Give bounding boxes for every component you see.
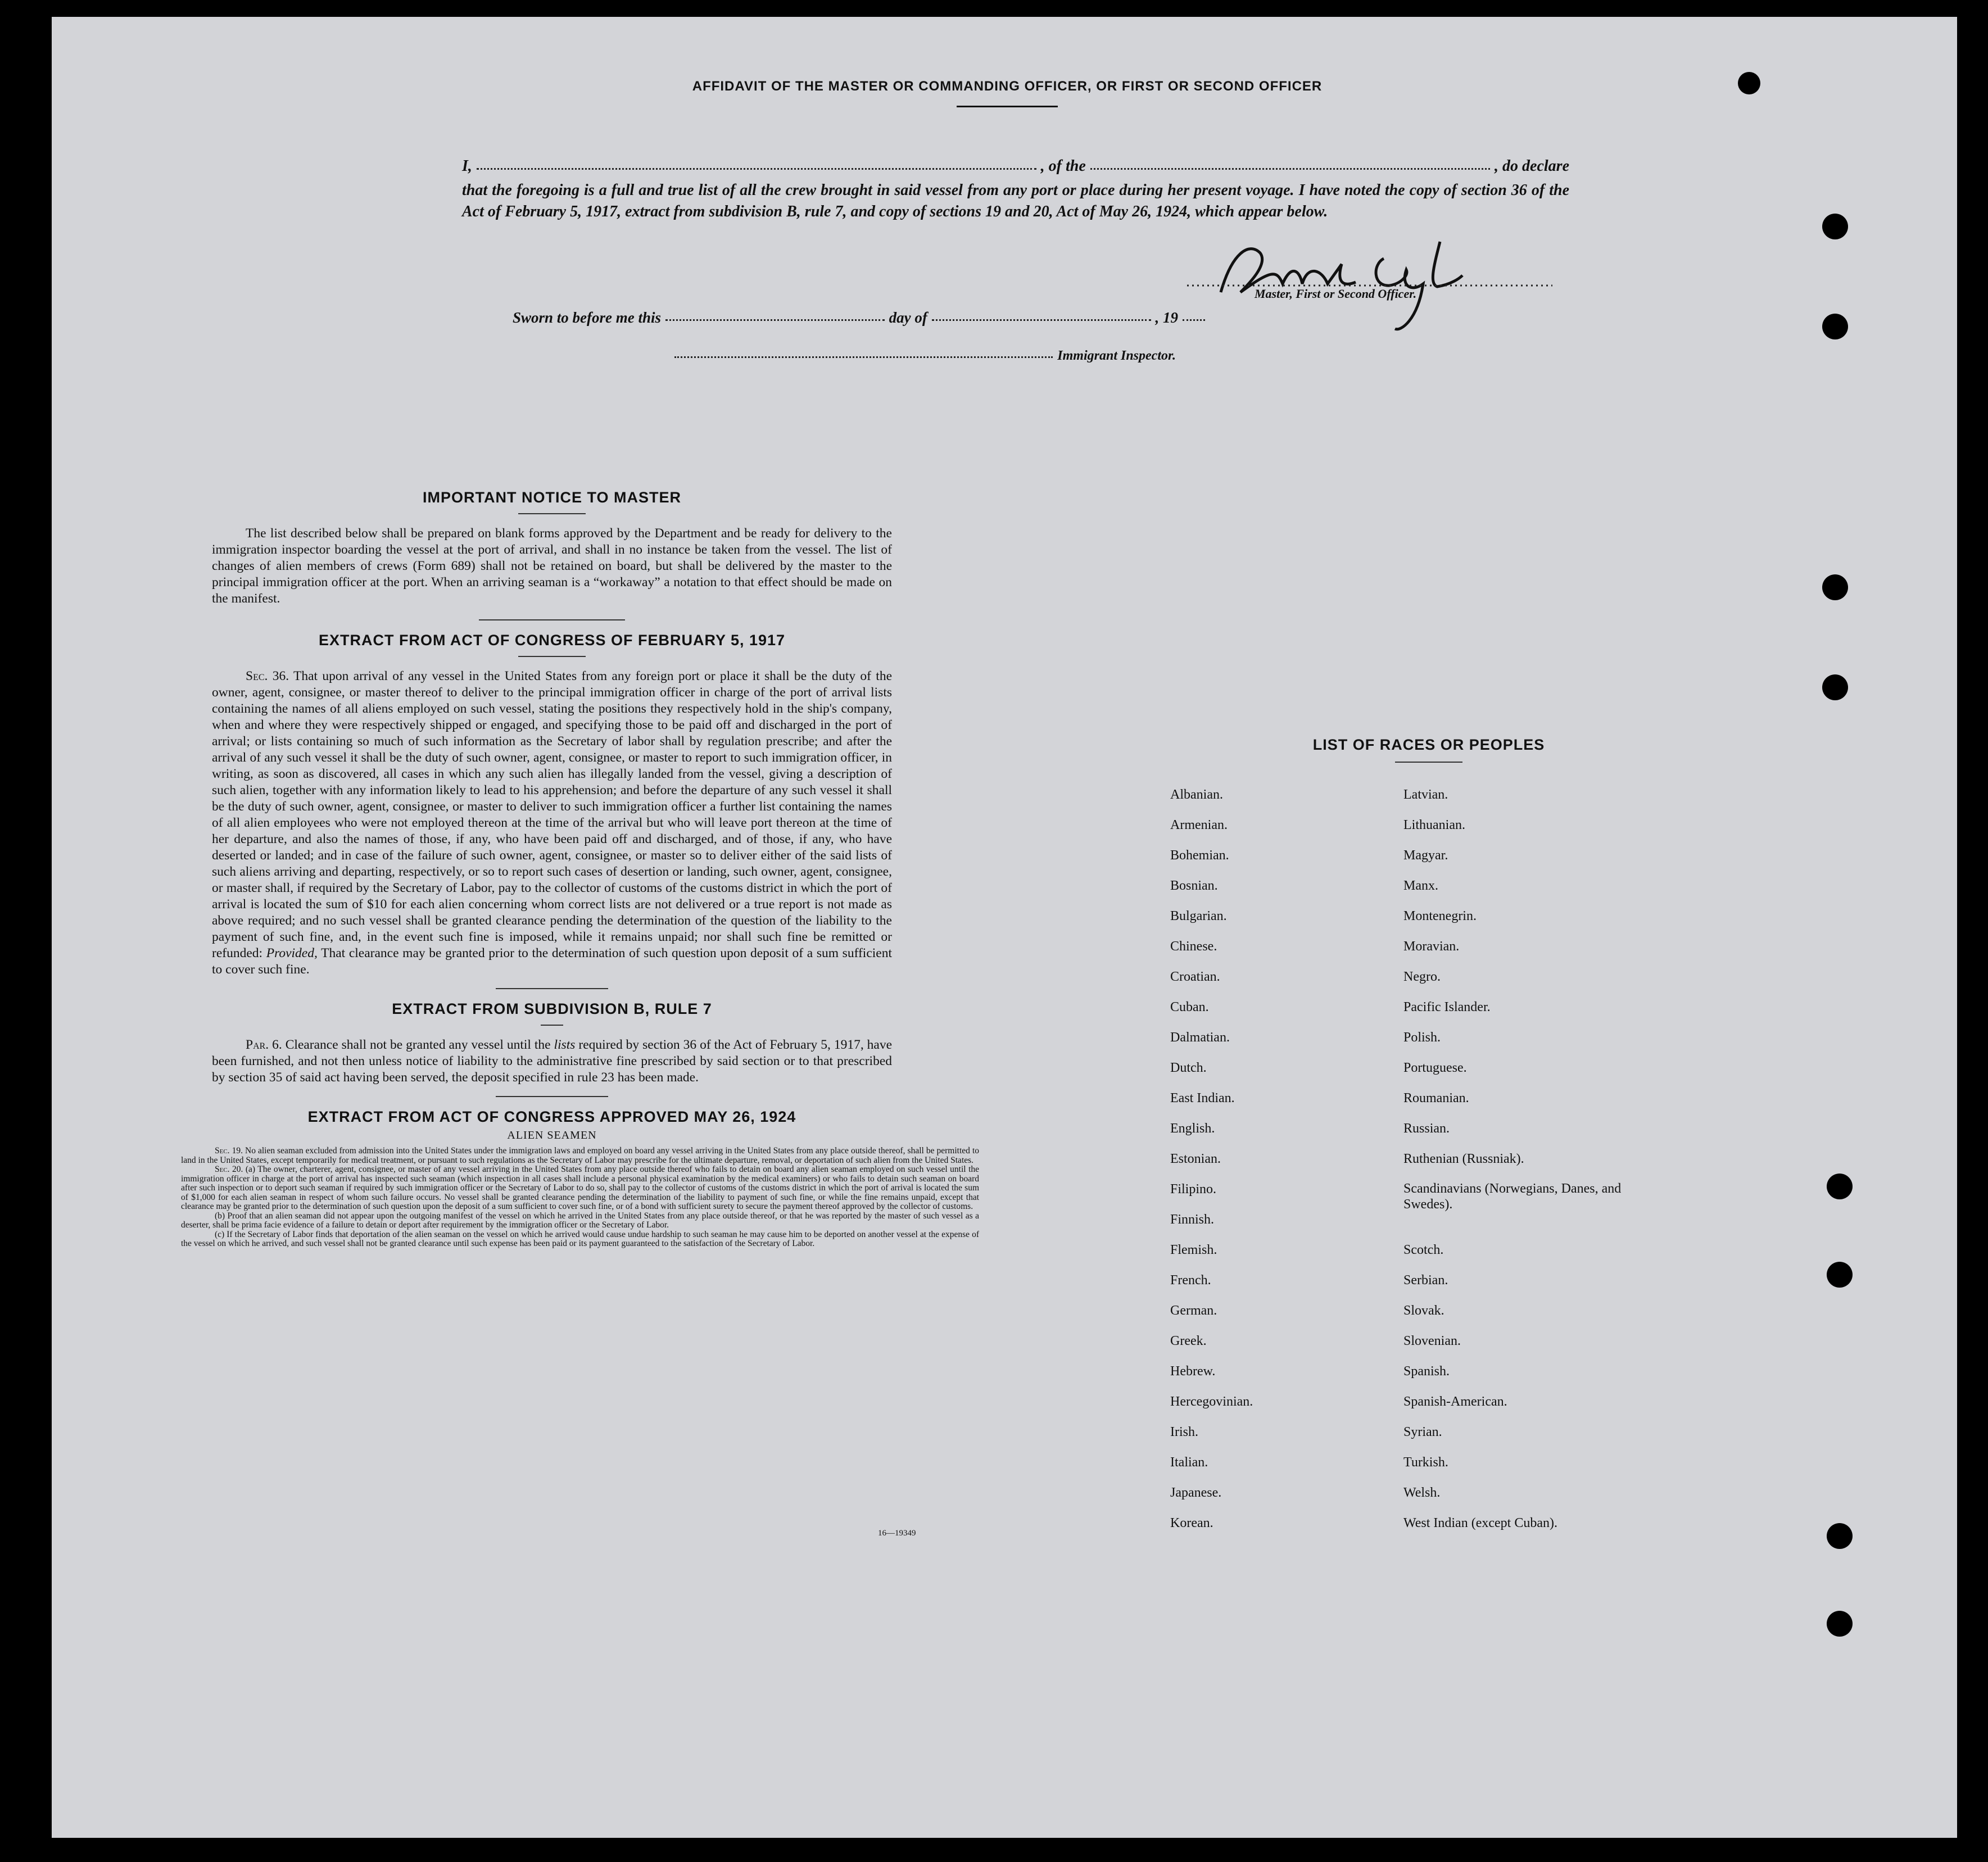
race-item: Bosnian. [1170,878,1218,893]
races-title: LIST OF RACES OR PEOPLES [1312,736,1545,753]
race-item: Manx. [1403,878,1438,893]
race-item: Dutch. [1170,1061,1207,1075]
race-item: Croatian. [1170,969,1220,984]
races-list [1170,780,1682,1538]
sworn-prefix: Sworn to before me this [513,309,662,326]
sworn-day-blank [665,319,885,321]
race-item: Pacific Islander. [1403,1000,1491,1014]
punch-hole [1822,574,1848,600]
race-item: Japanese. [1170,1485,1222,1500]
race-item: Flemish. [1170,1243,1217,1257]
sworn-year-label: , 19 [1155,309,1179,326]
decl-i-label: I, [462,157,472,175]
race-item: Italian. [1170,1455,1208,1470]
race-item: Finnish. [1170,1212,1215,1227]
sec-20c-text: (c) If the Secretary of Labor finds that deportation of the alien seaman on the vessel on which he arrived would cause undue hardship to such seaman he may cause him to be deported on another vessel at the expense of the vessel on which he arrived, and such vessel shall not be granted clearance until such expense has been paid or its payment guaranteed to the satisfaction of the Secretary of Labor. [181,1229,979,1248]
inspector-line [670,348,1176,364]
punch-hole [1822,674,1848,700]
race-item: Russian. [1403,1121,1450,1136]
handwritten-signature [1187,230,1558,332]
rule-7-text [212,1037,892,1086]
notice-title: IMPORTANT NOTICE TO MASTER [423,489,681,506]
race-item: Scandinavians (Norwegians, Danes, and Swedes). [1403,1181,1622,1212]
proviso-label: Provided, [266,946,318,961]
section-divider [1395,762,1462,763]
race-item: Syrian. [1403,1425,1442,1439]
race-item: Chinese. [1170,939,1217,954]
race-item: Slovenian. [1403,1334,1461,1348]
race-item: Bohemian. [1170,848,1229,863]
affidavit-title: AFFIDAVIT OF THE MASTER OR COMMANDING OFFICER, OR FIRST OR SECOND OFFICER [692,79,1323,94]
race-item: Filipino. [1170,1182,1217,1197]
sec-19-text [181,1147,979,1165]
declaration-fill-line [462,157,1569,175]
sec-20b-text: (b) Proof that an alien seaman did not appear upon the outgoing manifest of the vessel on which he arrived in the United States from any place outside thereof, or that he was reported by the master of such vessel as a deserter, shall be prima facie evidence of a failure to detain or deport after requirement by the immigration officer or the Secretary of Labor. [181,1211,979,1230]
sworn-year-blank [1183,319,1205,321]
race-item: Armenian. [1170,818,1228,832]
section-divider [479,619,625,620]
punch-hole [1822,314,1848,339]
race-item: Negro. [1403,969,1441,984]
race-item: Bulgarian. [1170,909,1227,923]
race-item: East Indian. [1170,1091,1235,1106]
name-blank [477,168,1036,170]
punch-hole [1827,1523,1853,1549]
races-section [1170,736,1682,1538]
race-item: Slovak. [1403,1303,1444,1318]
rule-7-lists: lists [554,1038,576,1052]
left-column [181,489,980,1249]
proviso-text: That clearance may be granted prior to the determination of such question upon deposit of a sum sufficient to cover such fine. [212,946,893,977]
section-divider [496,988,608,989]
form-number: 16—19349 [878,1529,916,1538]
race-item: Ruthenian (Russniak). [1403,1152,1524,1166]
notice-text: The list described below shall be prepared on blank forms approved by the Department and be ready for delivery to the immigration inspector boarding the vessel at the port of arrival, and shall in no instance be taken from the vessel. The list of changes of alien members of crews (Form 689) shall not be retained on board, but shall be delivered by the master to the principal immigration officer at the port. When an arriving seaman is a “workaway” a notation to that effect should be made on the manifest. [212,526,892,606]
sec-20a-text [181,1165,979,1212]
race-item [1403,1204,1640,1235]
race-item: Albanian. [1170,787,1223,802]
act-1917-title: EXTRACT FROM ACT OF CONGRESS OF FEBRUARY 5, 1917 [318,632,786,649]
decl-do-label: , do declare [1495,157,1569,175]
title-underline [957,106,1058,107]
inspector-caption: Immigrant Inspector. [1057,348,1176,363]
punch-hole [1822,214,1848,239]
race-item: Korean. [1170,1516,1213,1530]
section-divider [541,1025,563,1026]
inspector-signature-blank [674,356,1053,358]
declaration-text: that the foregoing is a full and true list of all the crew brought in said vessel from any port or place during her present voyage. I have noted the copy of section 36 of the Act of February 5, 1917, extract from subdivision B, rule 7, and copy of sections 19 and 20, Act of May 26, 1924, which appear below. [462,182,1569,220]
punch-hole [1738,72,1760,94]
race-item: Cuban. [1170,1000,1209,1014]
sworn-line [513,309,1210,327]
sworn-day-label: day of [889,309,927,326]
race-item: Greek. [1170,1334,1207,1348]
race-item: French. [1170,1273,1211,1288]
punch-hole [1827,1174,1853,1199]
race-item: Polish. [1403,1030,1441,1045]
race-item: West Indian (except Cuban). [1403,1516,1557,1530]
sec-36-body: That upon arrival of any vessel in the United States from any foreign port or place it shall be the duty of the owner, agent, consignee, or master thereof to deliver to the principal immigration officer in charge of the port of arrival lists containing the names of all aliens employed on such vessel, stating the positions they respectively hold in the ship's company, when and where they were respectively shipped or engaged, and specifying those to be paid off and discharged in the port of arrival; or lists containing so much of such information as the Secretary of labor shall by regulation prescribe; and after the arrival of any such vessel it shall be the duty of such owner, agent, consignee, or master to report to such immigration officer, in writing, as soon as discovered, all cases in which any such alien has illegally landed from the vessel, giving a description of such alien, together with any information likely to lead to his apprehension; and before the departure of any such vessel it shall be the duty of such owner, agent, consignee, or master to deliver to such immigration officer a further list containing the names of all alien employees who were not employed thereon at the time of the arrival but who will leave port thereon at the time of her departure, and also the names of those, if any, who have been paid off and discharged, and of those, if any, who have deserted or landed; and in case of the failure of such owner, agent, consignee, or master so to deliver either of the said lists of such aliens arriving and departing, respectively, or so to report such cases of desertion or landing, such owner, agent, consignee, or master shall, if required by the Secretary of Labor, pay to the collector of customs of the customs district in which the port of arrival is located the sum of $10 for each alien concerning whom correct lists are not delivered or a true report is not made as above required; and no such vessel shall be granted clearance pending the determination of the question of the liability to the payment of such fine, and, in the event such fine is imposed, while it remains unpaid; nor shall such fine be remitted or refunded: [212,669,893,961]
race-item: English. [1170,1121,1215,1136]
act-1924-subtitle: ALIEN SEAMEN [507,1129,597,1141]
race-item: Magyar. [1403,848,1448,863]
decl-of-label: , of the [1040,157,1086,175]
race-item: Spanish-American. [1403,1394,1507,1409]
rule-7-text-a: Clearance shall not be granted any vessel until the [285,1038,551,1052]
race-item: Irish. [1170,1425,1198,1439]
race-item: Moravian. [1403,939,1460,954]
race-item: Hebrew. [1170,1364,1216,1379]
race-item: Welsh. [1403,1485,1441,1500]
vessel-blank [1090,168,1490,170]
signature-caption: Master, First or Second Officer. [1255,287,1417,301]
act-1924-body [181,1147,979,1249]
race-item: German. [1170,1303,1217,1318]
race-item: Montenegrin. [1403,909,1477,923]
section-divider [518,513,586,514]
race-item: Portuguese. [1403,1061,1467,1075]
sec-19-body: No alien seaman excluded from admission into the United States under the immigration laws and employed on board any vessel arriving in the United States from any place outside thereof, shall be permitted to land in the United States, except temporarily for medical treatment, or pursuant to such regulations as the Secretary of Labor may prescribe for the ultimate departure, removal, or deportation of such alien from the United States. [181,1146,980,1165]
act-1917-text [212,668,892,978]
race-item: Dalmatian. [1170,1030,1230,1045]
rule-7-text-b: required by section 36 of the Act of February 5, 1917, have been furnished, and not then unless notice of liability to the administrative fine prescribed by said section or to that prescribed by section 35 of said act having been served, the deposit specified in rule 23 has been made. [212,1038,893,1085]
sec-36-label: Sec. 36. [246,669,289,683]
race-item: Estonian. [1170,1152,1221,1166]
race-item: Roumanian. [1403,1091,1469,1106]
race-item: Spanish. [1403,1364,1450,1379]
act-1924-title: EXTRACT FROM ACT OF CONGRESS APPROVED MAY 26, 1924 [307,1108,796,1125]
sec-20a-body: (a) The owner, charterer, agent, consignee, or master of any vessel arriving in the United States from any place outside thereof who fails to detain on board any alien seaman employed on such vessel until the immigration officer in charge at the port of arrival has inspected such seaman (which inspection in all cases shall include a personal physical examination by the medical examiners) or who fails to detain such seaman on board after such inspection or to deport such seaman if required by such immigration officer or the Secretary of Labor to do so, shall pay to the collector of customs of the customs district in which the port of arrival is located the sum of $1,000 for each alien seaman in respect of whom such failure occurs. No vessel shall be granted clearance pending the determination of the liability to payment of such fine, or while the fine remains unpaid, except that clearance may be granted prior to the determination of such question upon the deposit of a sum sufficient to cover such fine, or of a bond with sufficient surety to secure the payment thereof approved by the collector of customs. [181,1165,980,1211]
affidavit-header [586,79,1429,107]
race-item: Scotch. [1403,1243,1444,1257]
race-item: Latvian. [1403,787,1448,802]
punch-hole [1827,1262,1853,1288]
signature-block [1187,230,1558,332]
race-item: Serbian. [1403,1273,1448,1288]
race-item: Turkish. [1403,1455,1448,1470]
par-6-label: Par. 6. [246,1038,282,1052]
race-item: Hercegovinian. [1170,1394,1253,1409]
section-divider [496,1096,608,1097]
punch-hole [1827,1611,1853,1637]
sworn-month-blank [932,319,1151,321]
section-divider [518,656,586,657]
race-item: Lithuanian. [1403,818,1465,832]
rule-7-title: EXTRACT FROM SUBDIVISION B, RULE 7 [392,1000,712,1017]
sec-19-label: Sec. 19. [215,1146,243,1156]
sec-20-label: Sec. 20. [215,1165,243,1174]
document-page [52,17,1957,1838]
